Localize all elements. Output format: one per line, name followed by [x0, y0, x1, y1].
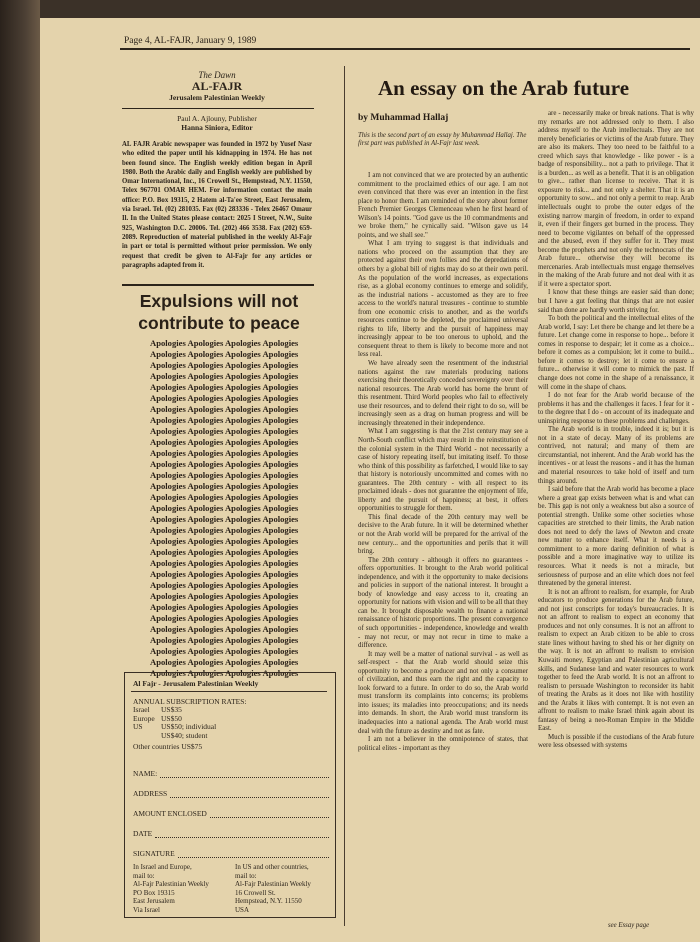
address-line-text: 16 Crowell St. — [235, 888, 276, 897]
essay-paragraph: To both the political and the intellectual elites of the Arab world, I say: Let there be change and let there be a future. Let change come in response to hope... before it comes in response to despair; let it come as a choice... before it comes as a compulsion; let it come to build... before it comes to destroy; let it come to ensure a future... otherwise it will come to mimick the past. If change does not come in the shape of a renaissance, it will come in the shape of chaos. — [538, 315, 694, 391]
subscription-rule — [131, 691, 327, 692]
apologies-line: Apologies Apologies Apologies Apologies — [150, 646, 299, 656]
continued-note: see Essay page — [608, 922, 650, 929]
address-label: ADDRESS — [133, 789, 168, 798]
name-field[interactable] — [133, 769, 329, 778]
rates-heading: ANNUAL SUBSCRIPTION RATES: — [133, 697, 247, 706]
signature-label: SIGNATURE — [133, 849, 175, 858]
date-label: DATE — [133, 829, 153, 838]
apologies-line: Apologies Apologies Apologies Apologies — [150, 415, 299, 425]
apologies-line: Apologies Apologies Apologies Apologies — [150, 547, 299, 557]
rate-region: Europe — [133, 713, 155, 723]
apologies-line: Apologies Apologies Apologies Apologies — [150, 536, 299, 546]
address-line-text: Hempstead, N.Y. 11550 — [235, 897, 302, 906]
editor-line: Hanna Siniora, Editor — [181, 123, 253, 132]
signature-line[interactable] — [178, 849, 329, 858]
rate-region: US — [133, 722, 143, 732]
address-field[interactable] — [133, 789, 329, 798]
rate-region: Israel — [133, 705, 150, 714]
essay-paragraph: Much is possible if the custodians of the Arab future were less obsessed with systems — [538, 733, 694, 750]
apologies-line: Apologies Apologies Apologies Apologies — [150, 360, 299, 370]
apologies-line: Apologies Apologies Apologies Apologies — [150, 668, 299, 678]
expulsions-headline: Expulsions will not contribute to peace — [138, 291, 300, 333]
essay-headline: An essay on the Arab future — [378, 76, 630, 100]
rate-price: US$50 — [161, 713, 182, 723]
essay-byline: by Muhammad Hallaj — [358, 113, 449, 123]
publisher-line: Paul A. Ajlouny, Publisher — [177, 114, 257, 123]
masthead-dawn: The Dawn — [198, 70, 236, 80]
masthead-title: AL-FAJR — [191, 79, 243, 93]
essay-paragraph: We have already seen the resentment of the industrial nations against the raw materials producing nations exercising their theoretically conceded sovereignty over their national resources. The Arab world has borne the brunt of this resentment. Third World peoples who fail to effectively use their resources, and to defend their right to do so, will be increasingly seen as a drag on human progress and will be increasingly threatened in their independence. — [358, 360, 528, 427]
address-line-text: Via Israel — [133, 905, 160, 914]
rate-region — [133, 732, 161, 741]
essay-paragraph: I am not convinced that we are protected by an authentic commitment to the proclaimed ethics of our age. I am not even convinced that there was ever an intention in the first place to honor them. I am reminded of the story about former French Premier Georges Clemenceau when he first heard of Wilson's 14 points. "God gave us the 10 commandments and we broke them," he cynically said. "Wilson gave us 14 points, and we shall see." — [358, 172, 528, 239]
rate-price: US$50; individual — [161, 722, 217, 732]
apologies-line: Apologies Apologies Apologies Apologies — [150, 437, 299, 447]
apologies-block — [150, 338, 322, 679]
rate-price: US$40; student — [161, 730, 208, 740]
subscription-title: Al Fajr - Jerusalem Palestinian Weekly — [133, 679, 259, 688]
address-line-text: mail to: — [235, 871, 257, 880]
date-line[interactable] — [155, 829, 329, 838]
essay-paragraph: It is not an affront to realism, for example, for Arab educators to produce generations for the Arab future, and not just conscripts for today's bureaucracies. It is not an affront to realism to expect an economy that produces and not only consumes. It is not an affront to realism to expect an Arab citizen to be able to cross state lines without having to shed his or her dignity on the way. It is not an affront to realism to envision Kuwaiti money, Egyptian and Palestinian agricultural skills, and Sudanese land and water resources to work together to feed the Arab world. It is not an affront to realism to persuade Washington to reconsider its habit of treating the Arabs as it does not like with hostility and the Arabs it likes with contempt. It is not even an affront to realism to make Israel think again about its fantasy of being a neo-Roman Empire in the Middle East. — [538, 588, 694, 733]
address-line-text: Al-Fajr Palestinian Weekly — [133, 880, 209, 889]
top-rule — [120, 48, 690, 50]
masthead-rule — [122, 108, 314, 109]
apologies-line: Apologies Apologies Apologies Apologies — [150, 426, 299, 436]
apologies-line: Apologies Apologies Apologies Apologies — [150, 349, 299, 359]
rate-price: US$35 — [161, 705, 182, 714]
publication-notice: AL FAJR Arabic newspaper was founded in 1972 by Yusef Nasr who edited the paper until his kidnapping in 1974. He has not been found since. The English weekly edition began in April 1980. Both the Arabic daily and English weekly are published by Omar International, Inc., 16 Crowell St., Hempstead, N.Y. 11550, Telex 967701 OMAR HEM. For information contact the main office: P.O. Box 19315, 2 Hatem al-Ta'ee Street, East Jerusalem, via Israel. Tel. (02) 281035. Fax (02) 283336 - Telex 26467 Omaur Il. In the United States please contact: 2025 I Street, N.W., Suite 925, Washington D.C. 20006. Tel. (202) 466 3538. Fax (202) 659-2089. Reproduction of material published in the weekly Al-Fajr in part or total is permitted without prior permission. We only request that credit be given to Al-Fajr for any articles or paragraphs adapted from it. — [122, 141, 312, 269]
apologies-line: Apologies Apologies Apologies Apologies — [150, 382, 299, 392]
apologies-line: Apologies Apologies Apologies Apologies — [150, 503, 299, 513]
amount-line[interactable] — [210, 809, 329, 818]
address-line-text: In US and other countries, — [235, 863, 309, 871]
apologies-line: Apologies Apologies Apologies Apologies — [150, 657, 299, 667]
apologies-line: Apologies Apologies Apologies Apologies — [150, 635, 299, 645]
apologies-line: Apologies Apologies Apologies Apologies — [150, 371, 299, 381]
essay-paragraph: are - necessarily make or break nations. That is why my remarks are not addressed only to them. I also address myself to the Arab intellectuals. They are not merely beneficiaries or victims of the Arab future. They are also its makers. They too need to be faithful to a creed which says that knowledge - like power - is a badge of responsibility... not a path to privilege. That it is a burden... as well as a benefit. That it is an obligation to give... rather than license to receive. That it is exposure to risk... and not only a shelter. That it is an opportunity to sow... and not only a permit to reap. Arab intellectuals ought to probe the outer edges of the existing narrow margin of freedom, in order to expand it, even if their fingers get burned in the process. They need to become vigilantes on behalf of the oppressed and the abused, even if they suffer for it. They must become the prophets and not only the technocrats of the Arab future... otherwise they will become its mercenaries. Arab intellectuals must engage themselves in the making of the Arab future and not deal with it as if it were a spectator sport. — [538, 110, 694, 288]
address-us-other — [235, 863, 311, 915]
apologies-line: Apologies Apologies Apologies Apologies — [150, 613, 299, 623]
essay-column-right — [538, 110, 694, 916]
other-countries-rate: Other countries US$75 — [133, 742, 203, 751]
address-line-text: mail to: — [133, 871, 155, 880]
amount-label: AMOUNT ENCLOSED — [133, 809, 207, 818]
apologies-line: Apologies Apologies Apologies Apologies — [150, 393, 299, 403]
essay-paragraph: It may well be a matter of national survival - as well as self-respect - that the Arab world should seize this opportunity to become a producer and not only a consumer of civilization, and thus earn the right and the capacity to look forward to a future. In order to do so, the Arab world must transform its complaints into concerns; its problems into issues; its maladies into preoccupations; and its needs into demands. In short, the Arab world must transform its inadequacies into a national agenda. The Arab world must deal with the future as destiny and not as fate. — [358, 650, 528, 735]
apologies-line: Apologies Apologies Apologies Apologies — [150, 580, 299, 590]
address-line-text: Al-Fajr Palestinian Weekly — [235, 880, 311, 889]
apologies-line: Apologies Apologies Apologies Apologies — [150, 525, 299, 535]
essay-paragraph: What I am trying to suggest is that individuals and nations who proceed on the assumption that they are protected against their own follies and the depredations of others by a global bill of rights may do so at their own peril. As the population of the world increases, as expectations rise, as a global economy continues to emerge and solidify, as the industrial nations - accustomed as they are to free access to the world's natural treasures - continue to stumble from one economic crisis to another, and as the world's resources continue to be depleted, the proclaimed universal rights to life, liberty and the pursuit of happiness may increasingly appear to be too onerous to uphold, and the consequent threat to them is likely to become more and not less real. — [358, 240, 528, 359]
subscription-form — [124, 672, 336, 918]
rate-row — [133, 732, 216, 741]
essay-intro: This is the second part of an essay by Muhammad Hallaj. The first part was published in Al-Fajr last week. — [358, 132, 527, 148]
address-line-text: In Israel and Europe, — [133, 863, 192, 871]
staff-box — [122, 114, 312, 132]
essay-paragraph: This final decade of the 20th century may well be decisive to the Arab future. In it will be determined whether or not the Arab world will be prepared for the arrival of the new century... and the opportunities and perils that it will bring. — [358, 513, 528, 556]
notice-rule — [122, 284, 314, 286]
address-line-text: PO Box 19315 — [133, 888, 175, 897]
address-line[interactable] — [170, 789, 329, 798]
apologies-line: Apologies Apologies Apologies Apologies — [150, 624, 299, 634]
apologies-line: Apologies Apologies Apologies Apologies — [150, 558, 299, 568]
apologies-line: Apologies Apologies Apologies Apologies — [150, 569, 299, 579]
name-label: NAME: — [133, 769, 158, 778]
apologies-line: Apologies Apologies Apologies Apologies — [150, 470, 299, 480]
binding-shadow — [0, 0, 40, 942]
apologies-line: Apologies Apologies Apologies Apologies — [150, 514, 299, 524]
address-israel-europe — [133, 863, 209, 915]
essay-paragraph: I am not a believer in the omnipotence of states, that political elites - important as they — [358, 736, 528, 752]
apologies-line: Apologies Apologies Apologies Apologies — [150, 459, 299, 469]
rates-list — [133, 706, 216, 740]
essay-paragraph: I do not fear for the Arab world because of the problems it has and the challenges it faces. I fear for it - to the degree that I do - on account of its inadequate and uninspiring response to these problems and challenges. — [538, 392, 694, 425]
signature-field[interactable] — [133, 849, 329, 858]
masthead — [122, 70, 312, 102]
column-rule — [344, 66, 345, 926]
apologies-line: Apologies Apologies Apologies Apologies — [150, 481, 299, 491]
date-field[interactable] — [133, 829, 329, 838]
essay-paragraph: The Arab world is in trouble, indeed it is; but it is not in a state of decay. Many of its problems are contrived, not natural; and many of them are circumstantial, not inherent. And the Arab world has the incentives - or at least the reasons - and it has the human and material resources to take hold of itself and turn things around. — [538, 426, 694, 485]
apologies-line: Apologies Apologies Apologies Apologies — [150, 492, 299, 502]
name-line[interactable] — [160, 769, 329, 778]
essay-paragraph: I know that these things are easier said than done; but I have a gut feeling that things that are not easier said than done are hardly worth striving for. — [538, 289, 694, 314]
essay-paragraph: What I am suggesting is that the 21st century may see a North-South conflict which may result in the reinstitution of the colonial system in the Third World - not necessarily a case of history repeating itself, but imitating itself. To those who think of this possibility as farfetched, I would like to say that history is notoriously uncommitted and comes with no guarantees. The 20th century - with all respect to its proclaimed ideals - does not guarantee the enjoyment of life, liberty and the pursuit of happiness; at best, it offers opportunities to struggle for them. — [358, 428, 528, 513]
apologies-line: Apologies Apologies Apologies Apologies — [150, 448, 299, 458]
essay-column-left — [358, 172, 528, 918]
apologies-line: Apologies Apologies Apologies Apologies — [150, 591, 299, 601]
amount-field[interactable] — [133, 809, 329, 818]
essay-paragraph: The 20th century - although it offers no guarantees - offers opportunities. It brought to the Arab world political independence, and with it the opportunity to make decisions and policies in support of the national interest. It brought a body of knowledge and easy access to it, creating an opportunity for nations with vision and will to be all that they can be. It brought disposable wealth to finance a national renaissance of historic proportions. The present convergence of such opportunities - independence, knowledge and wealth - may not recur, or may not recur in time to make a difference. — [358, 556, 528, 650]
apologies-line: Apologies Apologies Apologies Apologies — [150, 602, 299, 612]
page-folio: Page 4, AL-FAJR, January 9, 1989 — [124, 36, 257, 46]
essay-paragraph: I said before that the Arab world has become a place where a great gap exists between what is and what can be. This gap is not only a weakness but also a source of potential strength. Unlike some other societies whose capacities are stretched to their limits, the Arab nation does not need to defy the laws of Newton and create new matter to enhance itself. What it needs is a commitment to a more daring definition of what is possible and a more imaginative way to utilize its resources. What it needs is not a miracle, but seriousness of purpose and an elite which does not feel threatened by the general interest. — [538, 486, 694, 588]
apologies-line: Apologies Apologies Apologies Apologies — [150, 338, 299, 348]
address-line-text: East Jerusalem — [133, 897, 175, 906]
masthead-subtitle: Jerusalem Palestinian Weekly — [169, 93, 265, 102]
apologies-line: Apologies Apologies Apologies Apologies — [150, 404, 299, 414]
address-line-text: USA — [235, 905, 250, 914]
